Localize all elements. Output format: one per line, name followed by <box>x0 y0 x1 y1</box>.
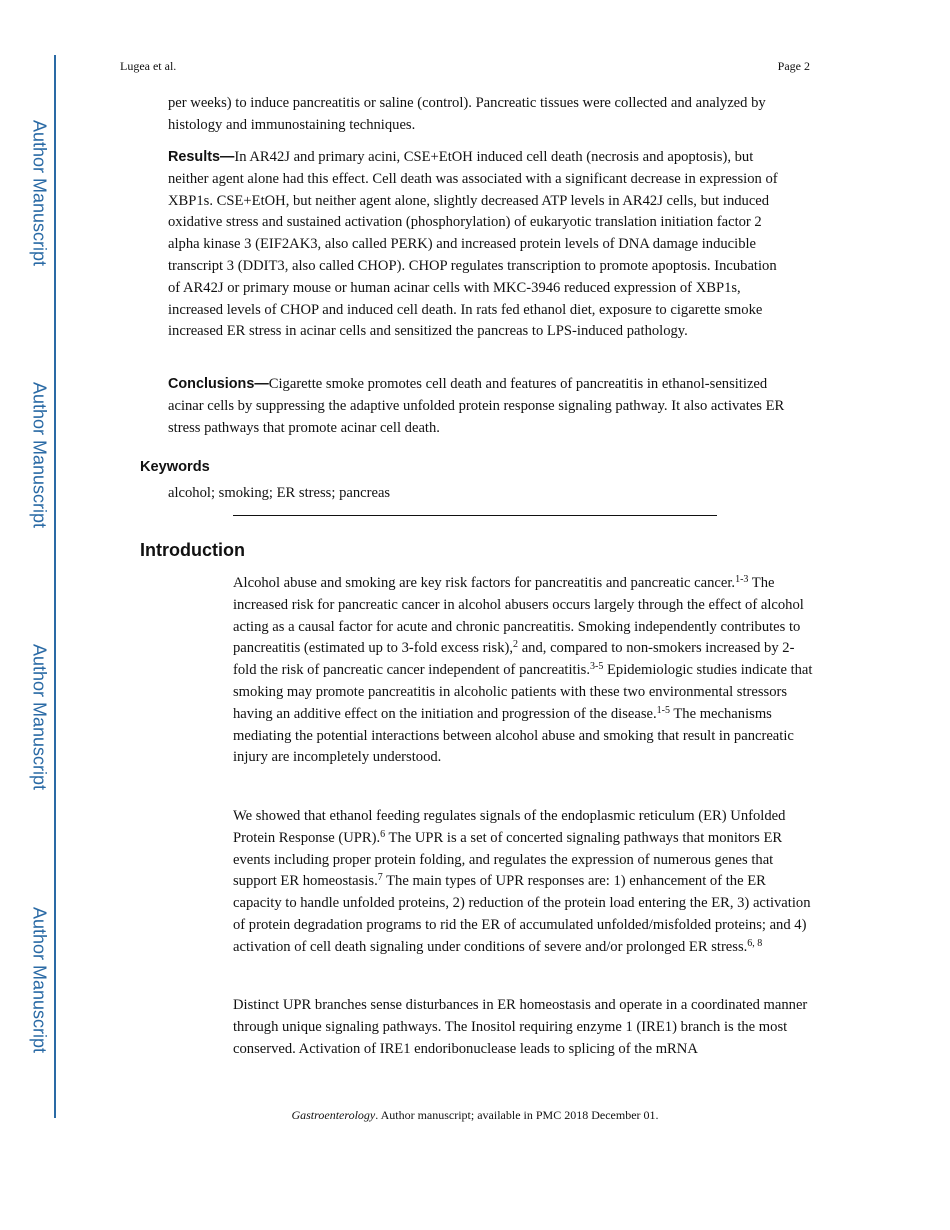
journal-name: Gastroenterology <box>291 1108 376 1122</box>
citation: 1-3 <box>735 574 749 585</box>
citation: 6, 8 <box>747 937 763 949</box>
abstract-conclusions <box>168 374 788 439</box>
citation: 7 <box>377 872 383 884</box>
abstract-results <box>168 147 788 343</box>
citation: 6 <box>380 828 386 840</box>
intro-paragraph-2: We showed that ethanol feeding regulates signals of the endoplasmic reticulum (ER) Unfolded Protein Response (UPR).$^6$ The UPR is a set of concerted signaling pathways that monitors ER events including proper protein folding, and regulates the expression of numerous genes that support ER homeostasis.$^7$ The main types of UPR responses are: 1) enhancement of the ER capacity to handle unfolded proteins, 2) reduction of the protein load entering the ER, 3) activation of protein degradation programs to rid the ER of accumulated unfolded/misfolded proteins; and 4) activation of cell death signaling under conditions of severe and/or prolonged ER stress.$^{6, 8}$ <box>233 808 811 955</box>
conclusions-text: Cigarette smoke promotes cell death and features of pancreatitis in ethanol-sensitized acinar cells by suppressing the adaptive unfolded protein response signaling pathway. It also activates ER stress pathways that promote acinar cell death. <box>168 376 785 436</box>
results-text: In AR42J and primary acini, CSE+EtOH induced cell death (necrosis and apoptosis), but neither agent alone had this effect. Cell death was associated with a significant decrease in expression of XBP1s. CSE+EtOH, but neither agent alone, slightly decreased ATP levels in AR42J cells, but induced oxidative stress and sustained activation (phosphorylation) of eukaryotic translation initiation factor 2 alpha kinase 3 (EIF2AK3, also called PERK) and increased protein levels of DNA damage inducible transcript 3 (DDIT3, also called CHOP). CHOP regulates transcription to promote apoptosis. Incubation of AR42J or primary mouse or human acinar cells with MKC-3946 reduced expression of XBP1s, increased levels of CHOP and induced cell death. In rats fed ethanol diet, exposure to cigarette smoke increased ER stress in acinar cells and sensitized the pancreas to LPS-induced pathology. <box>168 149 778 340</box>
citation: 2 <box>513 639 519 651</box>
footer-note: . Author manuscript; available in PMC 2018 December 01. <box>375 1108 659 1122</box>
keywords-heading: Keywords <box>140 459 210 475</box>
side-accent-bar <box>54 55 56 1118</box>
page-number: Page 2 <box>777 59 810 73</box>
page-footer <box>0 1108 950 1123</box>
running-head-authors: Lugea et al. <box>120 59 177 73</box>
results-label: Results— <box>168 149 235 165</box>
citation: 3-5 <box>589 661 604 673</box>
keywords-list: alcohol; smoking; ER stress; pancreas <box>168 485 391 501</box>
intro-paragraph-3: Distinct UPR branches sense disturbances in ER homeostasis and operate in a coordinated manner through unique signaling pathways. The Inositol requiring enzyme 1 (IRE1) branch is the most conserved. Activation of IRE1 endoribonuclease leads to splicing of the mRNA <box>233 997 808 1057</box>
intro-paragraph-1: Alcohol abuse and smoking are key risk factors for pancreatitis and pancreatic cancer.$^{1-3}$ The increased risk for pancreatic cancer in alcohol abusers occurs largely through the effect of alcohol acting as a causal factor for acute and chronic pancreatitis. Smoking independently contributes to pancreatitis (estimated up to 3-fold excess risk),$^2$ and, compared to non-smokers increased by 2-fold the risk of pancreatic cancer independent of pancreatitis.$^{3-5}$ Epidemiologic studies indicate that smoking may promote pancreatitis in alcoholic patients with these two environmental stressors having an additive effect on the initiation and progression of the disease.$^{1-5}$ The mechanisms mediating the potential interactions between alcohol abuse and smoking that result in pancreatic injury are incompletely understood. <box>233 574 813 766</box>
introduction-heading: Introduction <box>140 540 245 560</box>
abstract-methods-continuation: per weeks) to induce pancreatitis or saline (control). Pancreatic tissues were collected and analyzed by histology and immunostaining techniques. <box>168 95 766 133</box>
conclusions-label: Conclusions— <box>168 376 269 392</box>
citation: 1-5 <box>656 704 670 716</box>
section-divider <box>233 515 717 516</box>
